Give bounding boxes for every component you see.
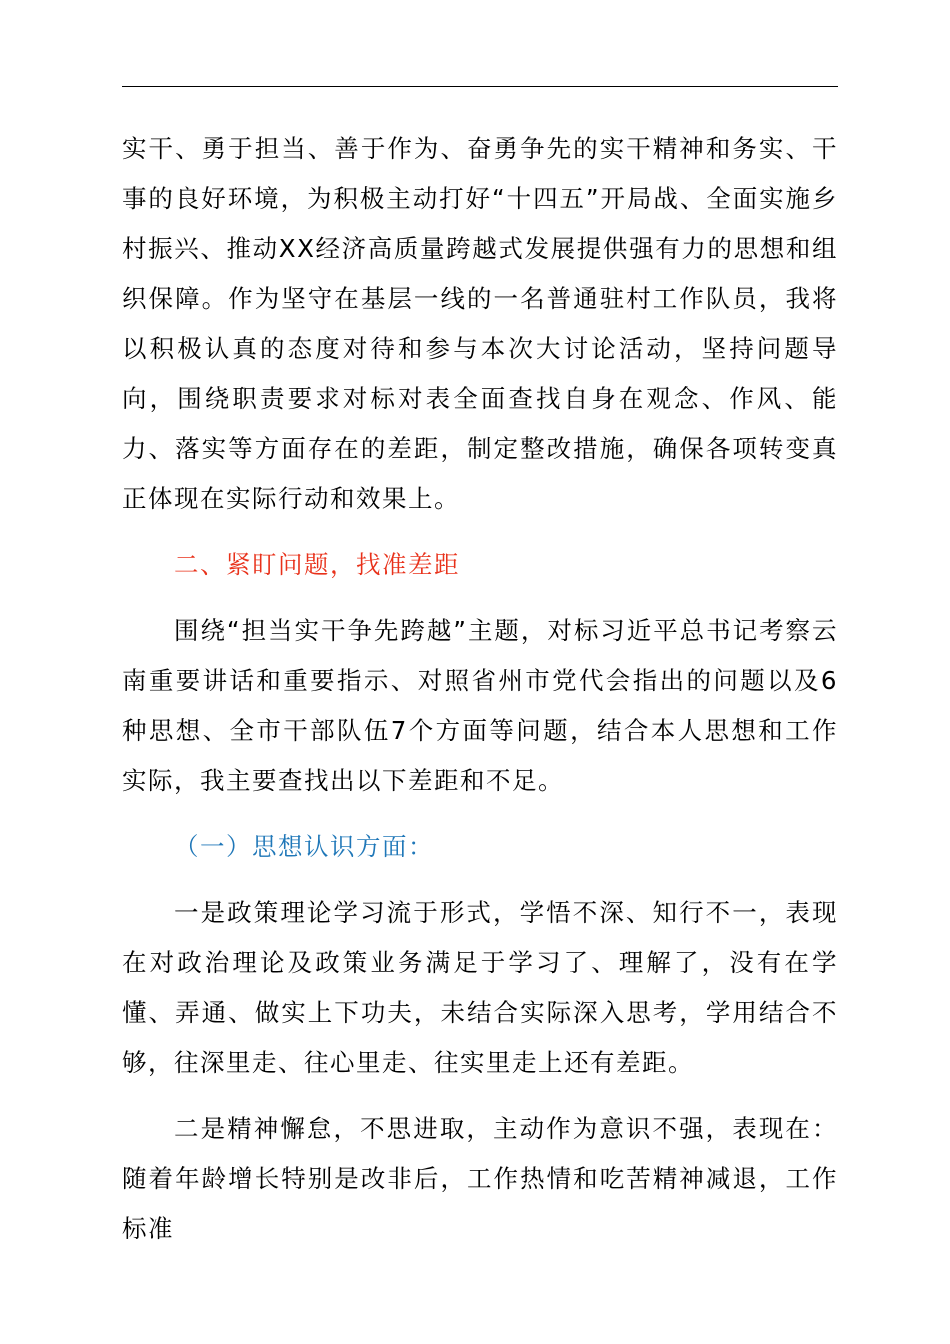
header-rule: [122, 86, 838, 87]
paragraph-intro: 围绕“担当实干争先跨越”主题，对标习近平总书记考察云南重要讲话和重要指示、对照省州市党代会指出的问题以及6种思想、全市干部队伍7个方面等问题，结合本人思想和工作实际，我主要查找出以下差距和不足。: [122, 616, 838, 795]
paragraph-point-1: 一是政策理论学习流于形式，学悟不深、知行不一，表现在对政治理论及政策业务满足于学习了、理解了，没有在学懂、弄通、做实上下功夫，未结合实际深入思考，学用结合不够，往深里走、往心里走、往实里走上还有差距。: [122, 898, 838, 1077]
section-heading-2: 二、紧盯问题，找准差距: [174, 550, 460, 579]
paragraph-point-2: 二是精神懈怠，不思进取，主动作为意识不强，表现在：随着年龄增长特别是改非后，工作热情和吃苦精神减退，工作标准: [122, 1114, 838, 1243]
subsection-heading-1: （一）思想认识方面：: [174, 832, 434, 861]
document-body: [122, 124, 838, 1254]
paragraph-continuation: 实干、勇于担当、善于作为、奋勇争先的实干精神和务实、干事的良好环境，为积极主动打好“十四五”开局战、全面实施乡村振兴、推动XX经济高质量跨越式发展提供强有力的思想和组织保障。作为坚守在基层一线的一名普通驻村工作队员，我将以积极认真的态度对待和参与本次大讨论活动，坚持问题导向，围绕职责要求对标对表全面查找自身在观念、作风、能力、落实等方面存在的差距，制定整改措施，确保各项转变真正体现在实际行动和效果上。: [122, 134, 838, 513]
